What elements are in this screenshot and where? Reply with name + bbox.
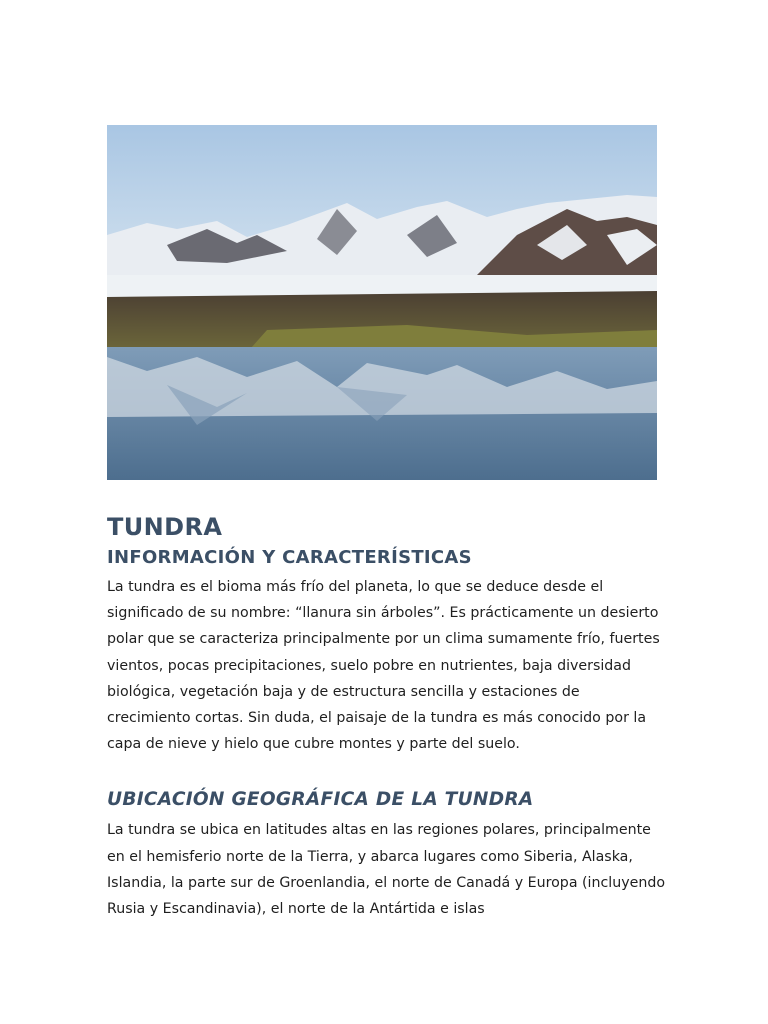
article-content [107,512,667,922]
tundra-landscape-photo [107,125,657,480]
article-title: TUNDRA [107,513,223,541]
article-subtitle: INFORMACIÓN Y CARACTERÍSTICAS [107,547,472,568]
location-paragraph: La tundra se ubica en latitudes altas en las regiones polares, principalmente en el hemisferio norte de la Tierra, y abarca lugares como Siberia, Alaska, Islandia, la parte sur de Groenlandia, el norte de Canadá y Europa (incluyendo Rusia y Escandinavia), el norte de la Antártida e islas [107,822,666,918]
section-heading-location: UBICACIÓN GEOGRÁFICA DE LA TUNDRA [107,789,534,811]
intro-paragraph: La tundra es el bioma más frío del planeta, lo que se deduce desde el significado de su nombre: “llanura sin árboles”. Es prácticamente un desierto polar que se caracteriza principalmente por un clima sumamente frío, fuertes vientos, pocas precipitaciones, suelo pobre en nutrientes, baja diversidad biológica, vegetación baja y de estructura sencilla y estaciones de crecimiento cortas. Sin duda, el paisaje de la tundra es más conocido por la capa de nieve y hielo que cubre montes y parte del suelo. [107,579,660,753]
